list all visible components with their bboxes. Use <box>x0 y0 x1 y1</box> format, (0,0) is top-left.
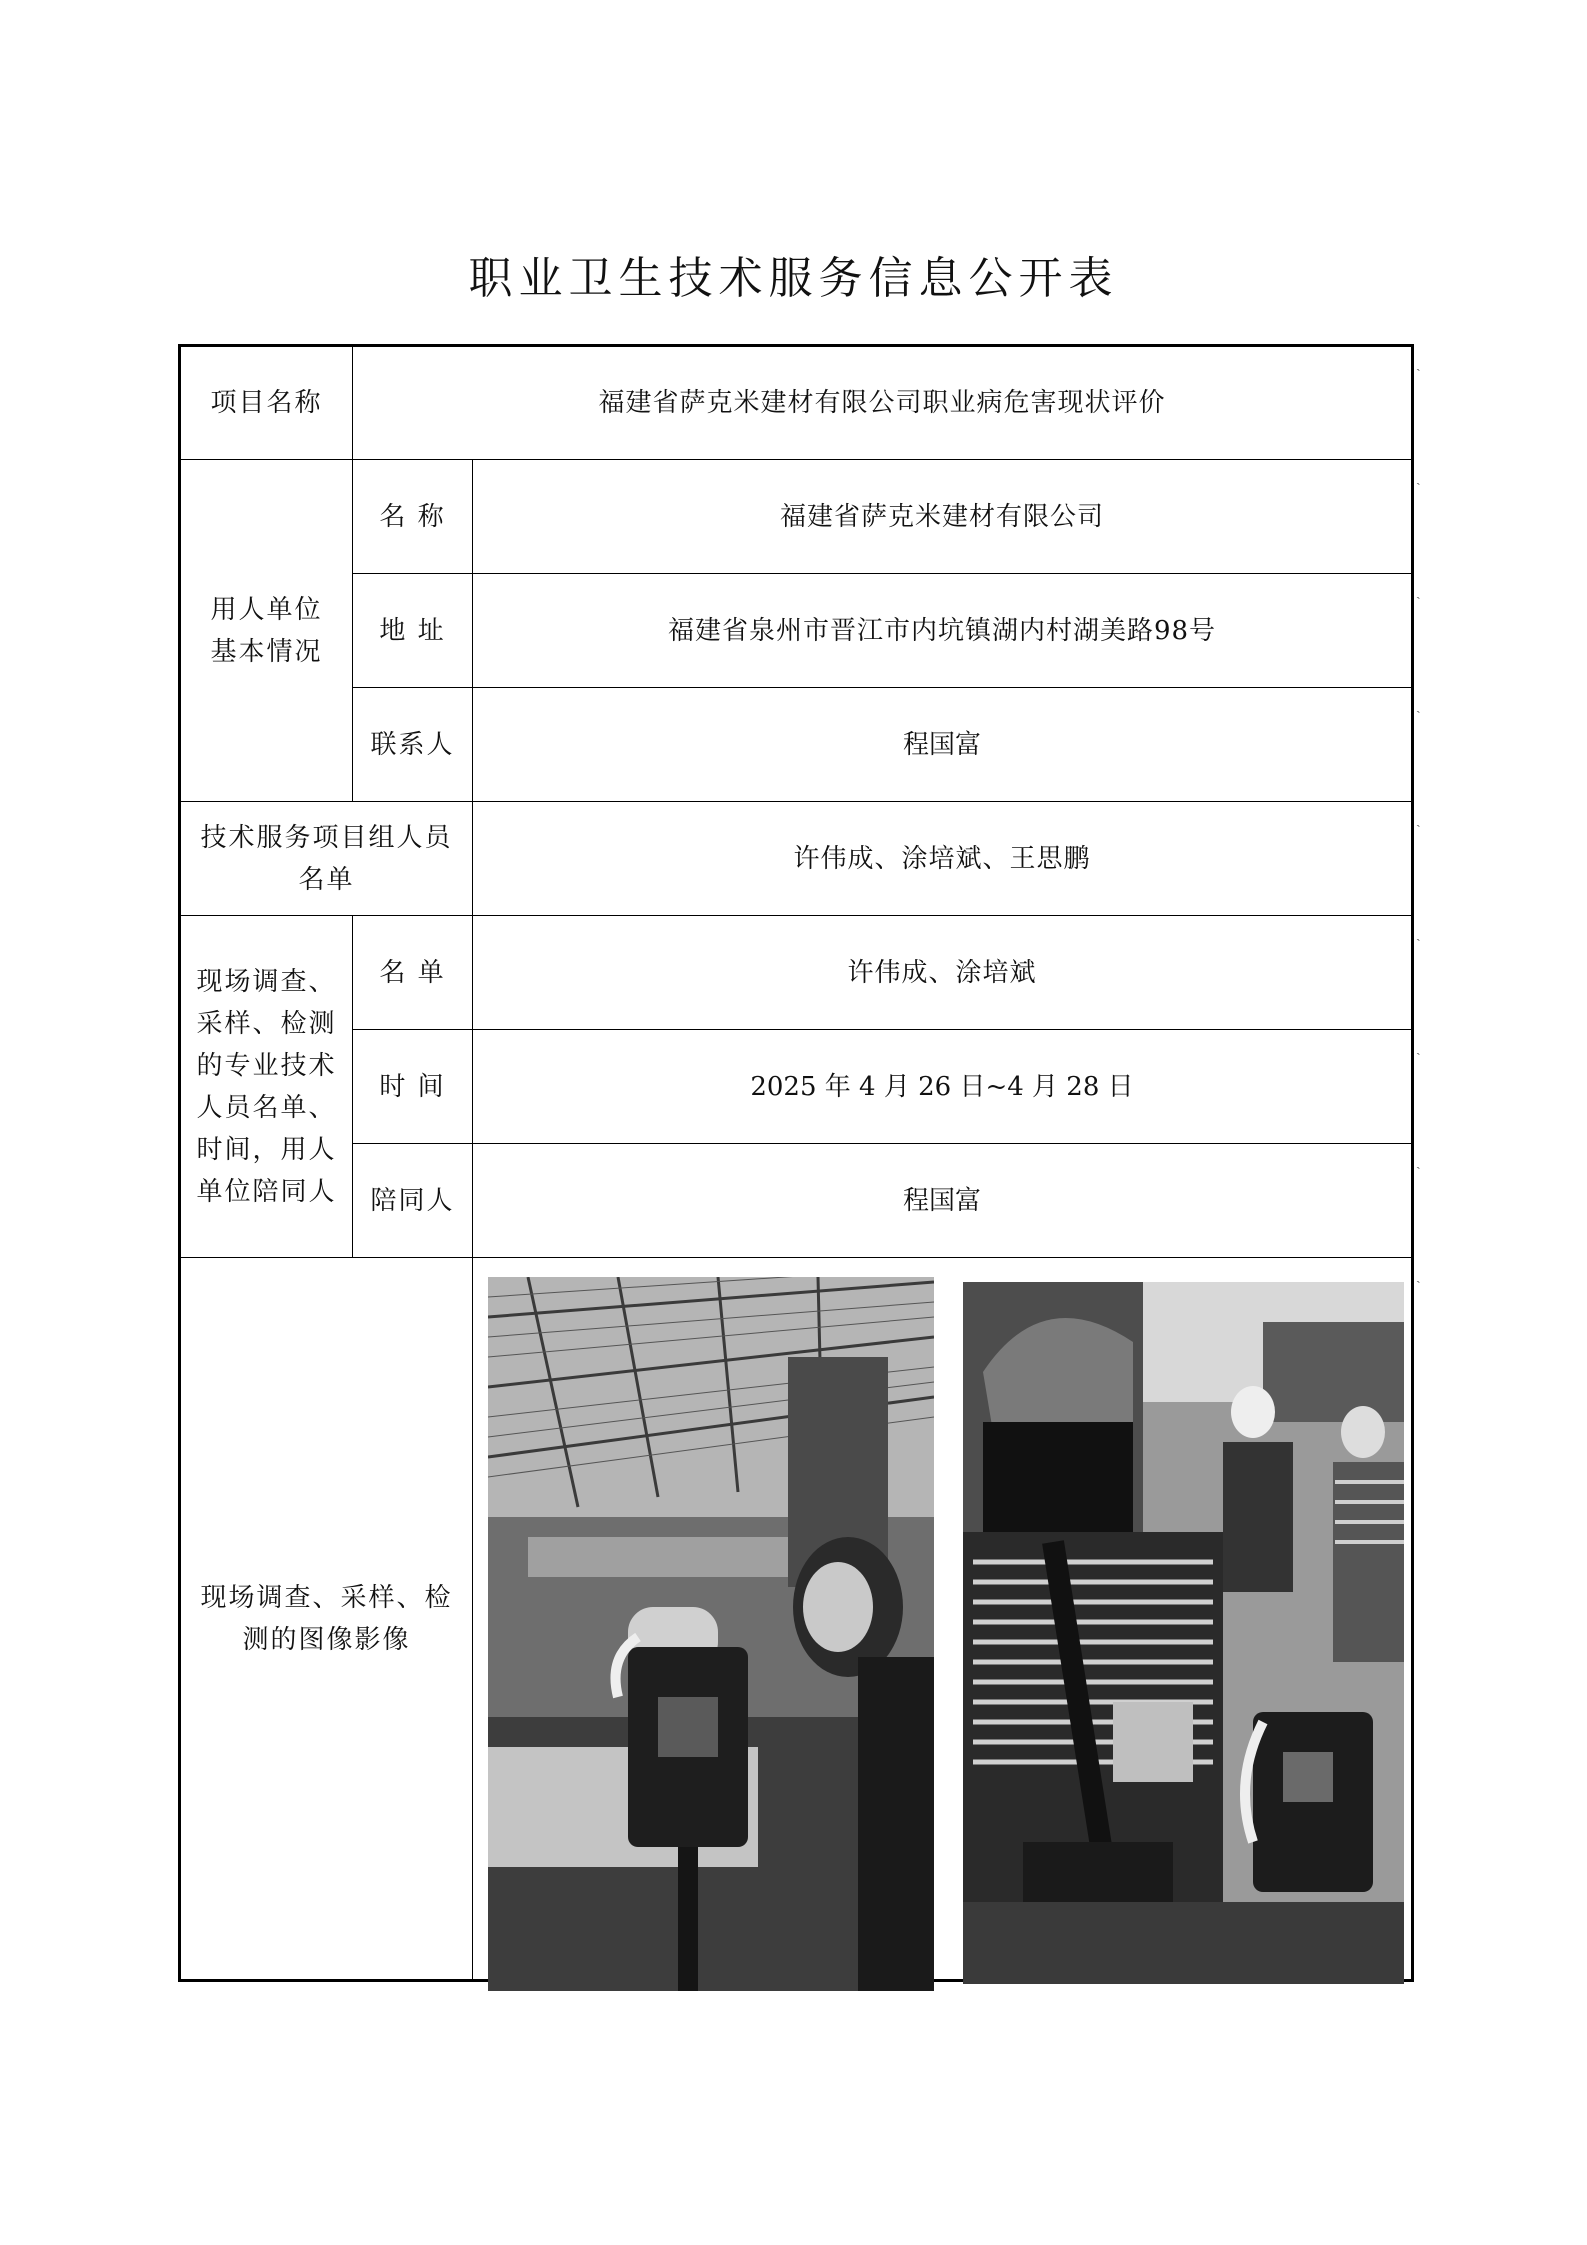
images-label-line: 现场调查、采样、检 <box>200 1582 453 1613</box>
margin-mark: ˎ <box>1416 1268 1421 1284</box>
survey-label-line: 现场调查、 <box>196 966 337 997</box>
survey-time-value: 2025 年 4 月 26 日~4 月 28 日 <box>750 1071 1134 1102</box>
survey-time-label: 时 间 <box>379 1071 446 1102</box>
team-label-line: 名单 <box>298 864 355 895</box>
survey-label <box>181 916 352 1257</box>
project-name-label: 项目名称 <box>210 388 323 418</box>
images-label <box>181 1258 472 1979</box>
employer-info-label <box>181 460 352 801</box>
employer-address-value: 福建省泉州市晋江市内坑镇湖内村湖美路98号 <box>667 615 1217 646</box>
employer-label-line: 基本情况 <box>210 636 323 667</box>
margin-mark: ˎ <box>1416 356 1421 372</box>
margin-mark: ˎ <box>1416 470 1421 486</box>
employer-name-label: 名 称 <box>379 501 446 532</box>
margin-mark: ˎ <box>1416 1040 1421 1056</box>
margin-mark: ˎ <box>1416 584 1421 600</box>
project-name-value: 福建省萨克米建材有限公司职业病危害现状评价 <box>598 388 1166 418</box>
employer-contact-value: 程国富 <box>902 729 981 760</box>
employer-name-value: 福建省萨克米建材有限公司 <box>779 501 1104 532</box>
survey-label-line: 的专业技术 <box>196 1050 337 1081</box>
site-photo-workers <box>963 1282 1404 1984</box>
margin-mark: ˎ <box>1416 812 1421 828</box>
survey-label-line: 时间，用人 <box>196 1134 337 1165</box>
site-photo-sampling-pump <box>488 1277 934 1991</box>
survey-list-label: 名 单 <box>379 957 446 988</box>
survey-label-line: 单位陪同人 <box>196 1176 337 1207</box>
margin-mark: ˎ <box>1416 926 1421 942</box>
margin-mark: ˎ <box>1416 698 1421 714</box>
survey-label-line: 人员名单、 <box>196 1092 337 1123</box>
employer-contact-label: 联系人 <box>370 729 455 760</box>
survey-escort-value: 程国富 <box>902 1185 981 1216</box>
employer-label-line: 用人单位 <box>210 594 323 625</box>
survey-escort-label: 陪同人 <box>370 1185 455 1216</box>
margin-mark: ˎ <box>1416 1154 1421 1170</box>
survey-label-line: 采样、检测 <box>196 1008 337 1039</box>
employer-address-label: 地 址 <box>379 615 446 646</box>
images-label-line: 测的图像影像 <box>242 1624 411 1655</box>
team-label <box>181 802 472 915</box>
team-label-line: 技术服务项目组人员 <box>200 822 453 853</box>
team-value: 许伟成、涂培斌、王思鹏 <box>793 843 1091 874</box>
survey-list-value: 许伟成、涂培斌 <box>847 957 1037 988</box>
page-title: 职业卫生技术服务信息公开表 <box>468 253 1119 304</box>
